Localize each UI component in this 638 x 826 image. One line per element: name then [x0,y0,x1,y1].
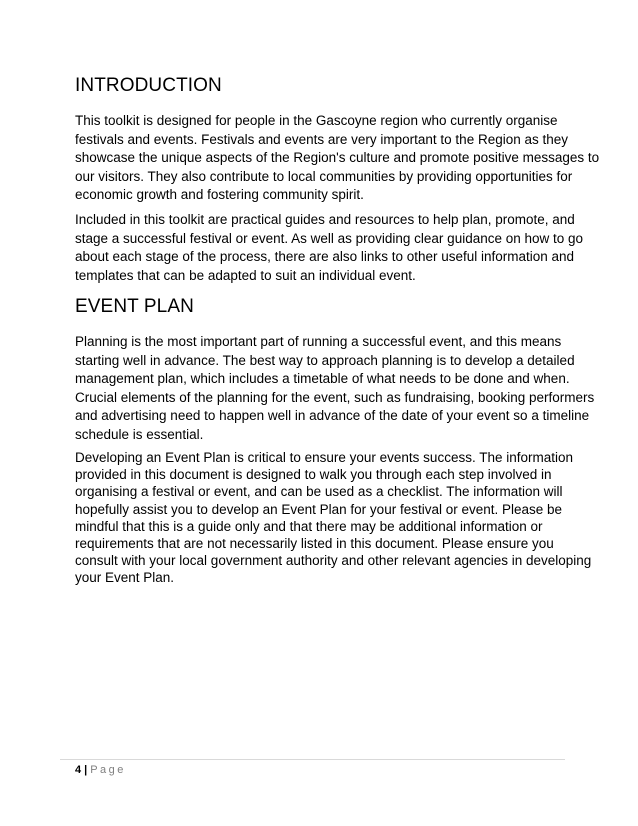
text-line: organising a festival or event, and can be used as a checklist. The information will [75,484,563,500]
event-plan-paragraph-1 [75,333,595,445]
text-line: consult with your local government authority and other relevant agencies in developing [75,553,592,569]
intro-paragraph-2 [75,211,584,285]
page-footer [75,764,126,776]
event-plan-paragraph-2 [75,449,592,587]
text-line: your Event Plan. [75,570,175,586]
text-line: mindful that this is a guide only and that there may be additional information or [75,518,543,534]
footer-divider [60,759,565,760]
text-line: requirements that are not necessarily listed in this document. Please ensure you [75,536,554,552]
text-line: management plan, which includes a timetable of what needs to be done and when. [75,371,570,387]
text-line: templates that can be adapted to suit an individual event. [75,267,416,283]
text-line: economic growth and fostering community spirit. [75,187,364,203]
footer-separator: | [84,764,88,776]
text-line: stage a successful festival or event. As well as providing clear guidance on how to go [75,230,584,246]
text-line: Included in this toolkit are practical guides and resources to help plan, promote, and [75,212,575,227]
text-line: hopefully assist you to develop an Event Plan for your festival or event. Please be [75,501,563,517]
text-line: showcase the unique aspects of the Region's culture and promote positive messages to [75,150,600,166]
text-line: and advertising need to happen well in advance of the date of your event so a timeline [75,408,590,424]
text-line: about each stage of the process, there are also links to other useful information and [75,249,575,265]
text-line: our visitors. They also contribute to local communities by providing opportunities for [75,168,573,184]
text-line: festivals and events. Festivals and events are very important to the Region as they [75,131,569,147]
text-line: Planning is the most important part of running a successful event, and this means [75,334,562,349]
text-line: Developing an Event Plan is critical to ensure your events success. The information [75,450,574,465]
text-line: schedule is essential. [75,426,204,442]
text-line: Crucial elements of the planning for the event, such as fundraising, booking performers [75,389,595,405]
page-label: Page [90,764,126,776]
page-number: 4 [75,764,82,776]
section-heading-introduction: INTRODUCTION [75,75,222,96]
text-line: This toolkit is designed for people in the Gascoyne region who currently organise [75,113,558,128]
intro-paragraph-1 [75,112,600,205]
text-line: provided in this document is designed to walk you through each step involved in [75,467,552,483]
section-heading-event-plan: EVENT PLAN [75,296,194,317]
text-line: starting well in advance. The best way to approach planning is to develop a detailed [75,352,575,368]
